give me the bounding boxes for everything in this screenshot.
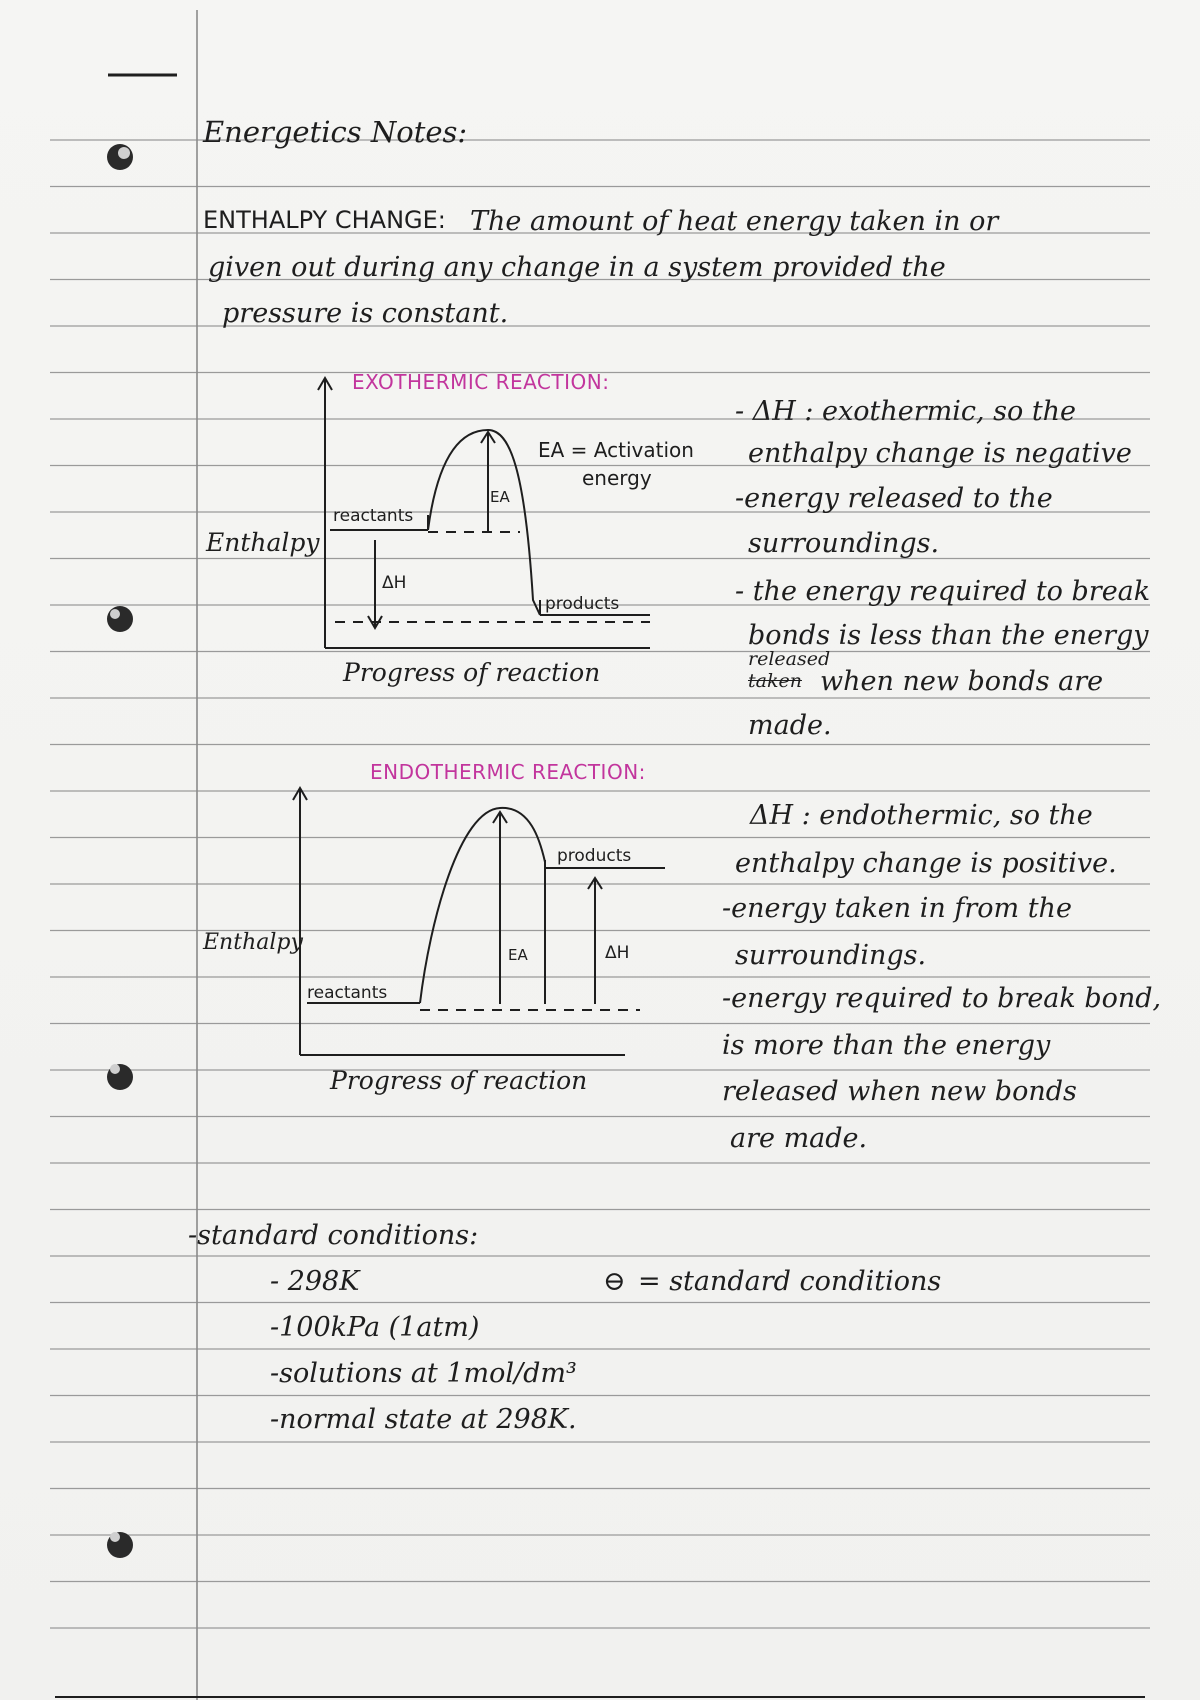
- exo-note-3: -energy released to the: [735, 483, 1053, 514]
- endo-note-4: surroundings.: [735, 940, 927, 971]
- endo-note-2: enthalpy change is positive.: [735, 848, 1117, 879]
- endo-note-7: released when new bonds: [722, 1076, 1077, 1107]
- definition-line-2: given out during any change in a system provided the: [208, 252, 946, 283]
- endo-note-8: are made.: [730, 1123, 868, 1154]
- endo-note-5: -energy required to break bond,: [722, 983, 1162, 1014]
- endo-ea-label: EA: [508, 946, 528, 964]
- standard-item-4: -normal state at 298K.: [270, 1404, 577, 1435]
- exo-note-6: bonds is less than the energy: [748, 620, 1149, 651]
- endo-products-label: products: [557, 846, 632, 866]
- definition-term: ENTHALPY CHANGE:: [203, 206, 446, 234]
- exo-products-label: products: [545, 594, 620, 614]
- exo-y-label: Enthalpy: [206, 528, 320, 557]
- exo-note-4: surroundings.: [748, 528, 940, 559]
- standard-symbol: ⊖: [603, 1266, 626, 1297]
- endo-x-label: Progress of reaction: [330, 1066, 588, 1095]
- exo-dh-label: ΔH: [382, 573, 407, 593]
- standard-item-2: -100kPa (1atm): [270, 1312, 480, 1343]
- exo-note-struck: taken: [748, 670, 802, 692]
- exo-note-9: made.: [748, 710, 832, 741]
- exo-ea-note-1: EA = Activation: [538, 438, 694, 462]
- endo-note-6: is more than the energy: [722, 1030, 1051, 1061]
- exo-note-8: when new bonds are: [820, 666, 1104, 697]
- definition-line-3: pressure is constant.: [222, 298, 509, 329]
- endothermic-heading: ENDOTHERMIC REACTION:: [370, 760, 646, 784]
- endo-note-3: -energy taken in from the: [722, 893, 1072, 924]
- endo-note-1: ΔH : endothermic, so the: [750, 800, 1093, 831]
- exo-note-5: - the energy required to break: [735, 576, 1151, 607]
- standard-heading: -standard conditions:: [188, 1220, 479, 1251]
- exo-ea-label: EA: [490, 488, 510, 506]
- exo-reactants-label: reactants: [333, 506, 414, 526]
- definition-line-1: The amount of heat energy taken in or: [470, 206, 999, 237]
- exo-note-1: - ΔH : exothermic, so the: [735, 396, 1077, 427]
- endo-reactants-label: reactants: [307, 983, 388, 1003]
- exothermic-heading: EXOTHERMIC REACTION:: [352, 370, 610, 394]
- exo-note-2: enthalpy change is negative: [748, 438, 1132, 469]
- exo-x-label: Progress of reaction: [343, 658, 601, 687]
- page-title: Energetics Notes:: [203, 115, 468, 149]
- exo-ea-note-2: energy: [582, 466, 652, 490]
- standard-item-3: -solutions at 1mol/dm³: [270, 1358, 577, 1389]
- exo-note-insert: released: [748, 648, 831, 670]
- standard-symbol-note: = standard conditions: [638, 1266, 942, 1297]
- endo-y-label: Enthalpy: [203, 930, 303, 955]
- endo-dh-label: ΔH: [605, 943, 630, 963]
- standard-item-1: - 298K: [270, 1266, 360, 1297]
